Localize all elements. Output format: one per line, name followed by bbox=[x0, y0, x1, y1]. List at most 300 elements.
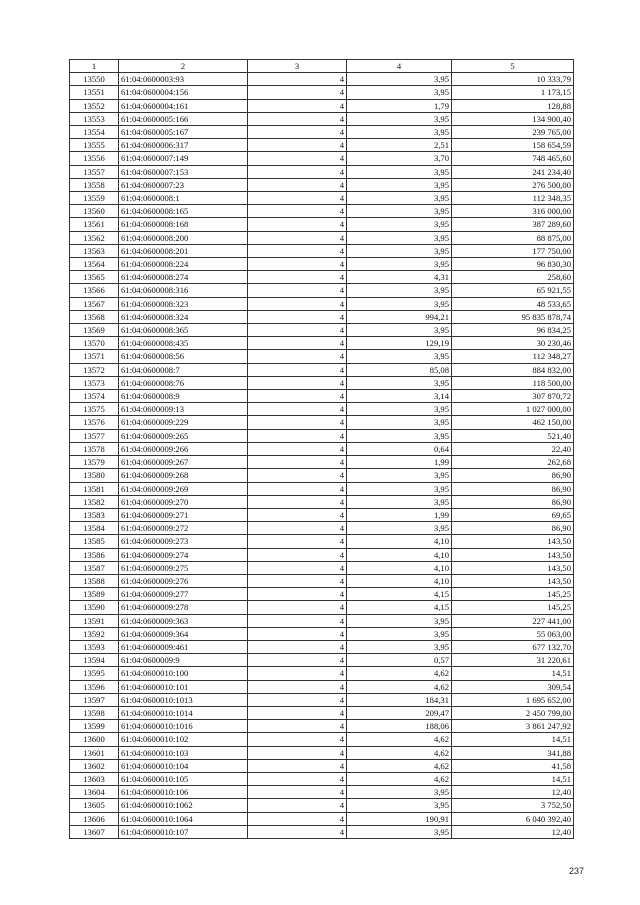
value-cell: 258,60 bbox=[452, 271, 574, 284]
row-number-cell: 13575 bbox=[70, 403, 119, 416]
value-cell: 86,90 bbox=[452, 495, 574, 508]
code-cell: 4 bbox=[248, 324, 347, 337]
row-number-cell: 13561 bbox=[70, 218, 119, 231]
value-cell: 65 921,55 bbox=[452, 284, 574, 297]
row-number-cell: 13555 bbox=[70, 139, 119, 152]
area-cell: 1,79 bbox=[347, 99, 452, 112]
row-number-cell: 13571 bbox=[70, 350, 119, 363]
value-cell: 96 834,25 bbox=[452, 324, 574, 337]
value-cell: 677 132,70 bbox=[452, 640, 574, 653]
area-cell: 3,95 bbox=[347, 522, 452, 535]
area-cell: 3,95 bbox=[347, 786, 452, 799]
row-number-cell: 13559 bbox=[70, 192, 119, 205]
cadastral-number-cell: 61:04:0600004:161 bbox=[119, 99, 248, 112]
row-number-cell: 13565 bbox=[70, 271, 119, 284]
row-number-cell: 13556 bbox=[70, 152, 119, 165]
area-cell: 3,95 bbox=[347, 482, 452, 495]
cadastral-number-cell: 61:04:0600010:105 bbox=[119, 772, 248, 785]
cadastral-number-cell: 61:04:0600010:1013 bbox=[119, 693, 248, 706]
row-number-cell: 13586 bbox=[70, 548, 119, 561]
code-cell: 4 bbox=[248, 165, 347, 178]
area-cell: 3,95 bbox=[347, 86, 452, 99]
value-cell: 55 063,00 bbox=[452, 627, 574, 640]
code-cell: 4 bbox=[248, 429, 347, 442]
table-row bbox=[70, 614, 574, 627]
row-number-cell: 13576 bbox=[70, 416, 119, 429]
row-number-cell: 13588 bbox=[70, 574, 119, 587]
row-number-cell: 13567 bbox=[70, 297, 119, 310]
table-row bbox=[70, 165, 574, 178]
area-cell: 4,15 bbox=[347, 588, 452, 601]
code-cell: 4 bbox=[248, 73, 347, 86]
code-cell: 4 bbox=[248, 416, 347, 429]
area-cell: 4,31 bbox=[347, 271, 452, 284]
row-number-cell: 13581 bbox=[70, 482, 119, 495]
row-number-cell: 13602 bbox=[70, 759, 119, 772]
code-cell: 4 bbox=[248, 284, 347, 297]
area-cell: 3,95 bbox=[347, 284, 452, 297]
value-cell: 1 695 652,00 bbox=[452, 693, 574, 706]
table-row bbox=[70, 720, 574, 733]
area-cell: 4,62 bbox=[347, 759, 452, 772]
table-row bbox=[70, 733, 574, 746]
area-cell: 184,31 bbox=[347, 693, 452, 706]
cadastral-number-cell: 61:04:0600009:276 bbox=[119, 574, 248, 587]
table-row bbox=[70, 825, 574, 838]
table-row bbox=[70, 772, 574, 785]
cadastral-number-cell: 61:04:0600009:270 bbox=[119, 495, 248, 508]
code-cell: 4 bbox=[248, 297, 347, 310]
value-cell: 143,50 bbox=[452, 574, 574, 587]
area-cell: 4,10 bbox=[347, 561, 452, 574]
row-number-cell: 13558 bbox=[70, 178, 119, 191]
value-cell: 145,25 bbox=[452, 601, 574, 614]
row-number-cell: 13563 bbox=[70, 244, 119, 257]
area-cell: 3,95 bbox=[347, 614, 452, 627]
area-cell: 190,91 bbox=[347, 812, 452, 825]
value-cell: 96 830,30 bbox=[452, 258, 574, 271]
row-number-cell: 13577 bbox=[70, 429, 119, 442]
table-row bbox=[70, 363, 574, 376]
code-cell: 4 bbox=[248, 561, 347, 574]
table-row bbox=[70, 561, 574, 574]
value-cell: 143,50 bbox=[452, 561, 574, 574]
row-number-cell: 13597 bbox=[70, 693, 119, 706]
area-cell: 4,62 bbox=[347, 746, 452, 759]
table-row bbox=[70, 310, 574, 323]
row-number-cell: 13593 bbox=[70, 640, 119, 653]
cadastral-number-cell: 61:04:0600008:224 bbox=[119, 258, 248, 271]
table-row bbox=[70, 429, 574, 442]
table-row bbox=[70, 297, 574, 310]
row-number-cell: 13552 bbox=[70, 99, 119, 112]
cadastral-number-cell: 61:04:0600008:365 bbox=[119, 324, 248, 337]
header-cell-4: 4 bbox=[347, 60, 452, 73]
area-cell: 3,14 bbox=[347, 390, 452, 403]
cadastral-number-cell: 61:04:0600008:56 bbox=[119, 350, 248, 363]
code-cell: 4 bbox=[248, 178, 347, 191]
area-cell: 3,95 bbox=[347, 205, 452, 218]
row-number-cell: 13599 bbox=[70, 720, 119, 733]
code-cell: 4 bbox=[248, 337, 347, 350]
code-cell: 4 bbox=[248, 258, 347, 271]
table-row bbox=[70, 152, 574, 165]
page-number: 237 bbox=[568, 866, 584, 876]
table-row bbox=[70, 403, 574, 416]
area-cell: 129,19 bbox=[347, 337, 452, 350]
value-cell: 134 900,40 bbox=[452, 112, 574, 125]
area-cell: 994,21 bbox=[347, 310, 452, 323]
value-cell: 276 500,00 bbox=[452, 178, 574, 191]
code-cell: 4 bbox=[248, 350, 347, 363]
table-row bbox=[70, 667, 574, 680]
code-cell: 4 bbox=[248, 442, 347, 455]
cadastral-number-cell: 61:04:0600010:1064 bbox=[119, 812, 248, 825]
area-cell: 3,95 bbox=[347, 495, 452, 508]
code-cell: 4 bbox=[248, 786, 347, 799]
area-cell: 3,95 bbox=[347, 258, 452, 271]
cadastral-number-cell: 61:04:0600008:168 bbox=[119, 218, 248, 231]
row-number-cell: 13580 bbox=[70, 469, 119, 482]
table-row bbox=[70, 508, 574, 521]
value-cell: 95 835 878,74 bbox=[452, 310, 574, 323]
table-row bbox=[70, 627, 574, 640]
code-cell: 4 bbox=[248, 706, 347, 719]
value-cell: 143,50 bbox=[452, 548, 574, 561]
code-cell: 4 bbox=[248, 535, 347, 548]
code-cell: 4 bbox=[248, 746, 347, 759]
cadastral-number-cell: 61:04:0600008:323 bbox=[119, 297, 248, 310]
value-cell: 30 230,46 bbox=[452, 337, 574, 350]
code-cell: 4 bbox=[248, 614, 347, 627]
header-cell-3: 3 bbox=[248, 60, 347, 73]
row-number-cell: 13600 bbox=[70, 733, 119, 746]
row-number-cell: 13601 bbox=[70, 746, 119, 759]
cadastral-number-cell: 61:04:0600009:269 bbox=[119, 482, 248, 495]
cadastral-number-cell: 61:04:0600008:435 bbox=[119, 337, 248, 350]
code-cell: 4 bbox=[248, 495, 347, 508]
cadastral-number-cell: 61:04:0600010:1014 bbox=[119, 706, 248, 719]
table-row bbox=[70, 86, 574, 99]
value-cell: 88 875,00 bbox=[452, 231, 574, 244]
table-row bbox=[70, 390, 574, 403]
table-row bbox=[70, 284, 574, 297]
header-cell-1: 1 bbox=[70, 60, 119, 73]
table-row bbox=[70, 192, 574, 205]
row-number-cell: 13607 bbox=[70, 825, 119, 838]
code-cell: 4 bbox=[248, 825, 347, 838]
row-number-cell: 13585 bbox=[70, 535, 119, 548]
cadastral-number-cell: 61:04:0600010:1016 bbox=[119, 720, 248, 733]
value-cell: 86,90 bbox=[452, 469, 574, 482]
value-cell: 14,51 bbox=[452, 667, 574, 680]
cadastral-number-cell: 61:04:0600010:101 bbox=[119, 680, 248, 693]
code-cell: 4 bbox=[248, 244, 347, 257]
value-cell: 177 750,00 bbox=[452, 244, 574, 257]
table-row bbox=[70, 456, 574, 469]
area-cell: 3,95 bbox=[347, 350, 452, 363]
row-number-cell: 13594 bbox=[70, 654, 119, 667]
row-number-cell: 13591 bbox=[70, 614, 119, 627]
cadastral-number-cell: 61:04:0600010:1062 bbox=[119, 799, 248, 812]
cadastral-number-cell: 61:04:0600008:274 bbox=[119, 271, 248, 284]
area-cell: 3,95 bbox=[347, 324, 452, 337]
value-cell: 22,40 bbox=[452, 442, 574, 455]
table-row bbox=[70, 99, 574, 112]
value-cell: 748 465,60 bbox=[452, 152, 574, 165]
code-cell: 4 bbox=[248, 508, 347, 521]
area-cell: 3,95 bbox=[347, 640, 452, 653]
row-number-cell: 13589 bbox=[70, 588, 119, 601]
row-number-cell: 13562 bbox=[70, 231, 119, 244]
value-cell: 12,40 bbox=[452, 786, 574, 799]
row-number-cell: 13590 bbox=[70, 601, 119, 614]
value-cell: 2 450 799,00 bbox=[452, 706, 574, 719]
row-number-cell: 13582 bbox=[70, 495, 119, 508]
registry-table bbox=[69, 59, 574, 839]
table-row bbox=[70, 522, 574, 535]
area-cell: 3,95 bbox=[347, 178, 452, 191]
cadastral-number-cell: 61:04:0600007:23 bbox=[119, 178, 248, 191]
row-number-cell: 13596 bbox=[70, 680, 119, 693]
code-cell: 4 bbox=[248, 759, 347, 772]
cadastral-number-cell: 61:04:0600009:13 bbox=[119, 403, 248, 416]
value-cell: 341,88 bbox=[452, 746, 574, 759]
area-cell: 3,95 bbox=[347, 218, 452, 231]
header-cell-2: 2 bbox=[119, 60, 248, 73]
code-cell: 4 bbox=[248, 139, 347, 152]
table-row bbox=[70, 324, 574, 337]
cadastral-number-cell: 61:04:0600009:278 bbox=[119, 601, 248, 614]
cadastral-number-cell: 61:04:0600008:200 bbox=[119, 231, 248, 244]
code-cell: 4 bbox=[248, 574, 347, 587]
code-cell: 4 bbox=[248, 456, 347, 469]
table-row bbox=[70, 244, 574, 257]
area-cell: 3,95 bbox=[347, 192, 452, 205]
cadastral-number-cell: 61:04:0600010:106 bbox=[119, 786, 248, 799]
code-cell: 4 bbox=[248, 469, 347, 482]
table-row bbox=[70, 588, 574, 601]
table-row bbox=[70, 271, 574, 284]
value-cell: 14,51 bbox=[452, 772, 574, 785]
cadastral-number-cell: 61:04:0600009:461 bbox=[119, 640, 248, 653]
value-cell: 112 348,35 bbox=[452, 192, 574, 205]
cadastral-number-cell: 61:04:0600009:277 bbox=[119, 588, 248, 601]
area-cell: 209,47 bbox=[347, 706, 452, 719]
area-cell: 188,06 bbox=[347, 720, 452, 733]
table-row bbox=[70, 337, 574, 350]
code-cell: 4 bbox=[248, 482, 347, 495]
value-cell: 86,90 bbox=[452, 482, 574, 495]
area-cell: 3,95 bbox=[347, 244, 452, 257]
table-row bbox=[70, 469, 574, 482]
area-cell: 4,10 bbox=[347, 574, 452, 587]
table-row bbox=[70, 416, 574, 429]
area-cell: 0,57 bbox=[347, 654, 452, 667]
row-number-cell: 13605 bbox=[70, 799, 119, 812]
area-cell: 3,95 bbox=[347, 126, 452, 139]
table-row bbox=[70, 759, 574, 772]
area-cell: 3,95 bbox=[347, 825, 452, 838]
area-cell: 1,99 bbox=[347, 508, 452, 521]
cadastral-number-cell: 61:04:0600009:274 bbox=[119, 548, 248, 561]
code-cell: 4 bbox=[248, 799, 347, 812]
value-cell: 884 832,00 bbox=[452, 363, 574, 376]
area-cell: 3,95 bbox=[347, 469, 452, 482]
area-cell: 3,95 bbox=[347, 73, 452, 86]
area-cell: 3,95 bbox=[347, 627, 452, 640]
table-row bbox=[70, 812, 574, 825]
cadastral-number-cell: 61:04:0600008:9 bbox=[119, 390, 248, 403]
cadastral-number-cell: 61:04:0600009:266 bbox=[119, 442, 248, 455]
table-row bbox=[70, 786, 574, 799]
table-row bbox=[70, 654, 574, 667]
cadastral-number-cell: 61:04:0600008:165 bbox=[119, 205, 248, 218]
area-cell: 4,10 bbox=[347, 548, 452, 561]
table-row bbox=[70, 231, 574, 244]
value-cell: 145,25 bbox=[452, 588, 574, 601]
value-cell: 10 333,79 bbox=[452, 73, 574, 86]
value-cell: 128,88 bbox=[452, 99, 574, 112]
cadastral-number-cell: 61:04:0600010:102 bbox=[119, 733, 248, 746]
cadastral-number-cell: 61:04:0600005:167 bbox=[119, 126, 248, 139]
value-cell: 31 220,61 bbox=[452, 654, 574, 667]
area-cell: 4,62 bbox=[347, 733, 452, 746]
area-cell: 3,95 bbox=[347, 231, 452, 244]
row-number-cell: 13604 bbox=[70, 786, 119, 799]
table-row bbox=[70, 601, 574, 614]
area-cell: 3,95 bbox=[347, 799, 452, 812]
cadastral-number-cell: 61:04:0600008:316 bbox=[119, 284, 248, 297]
value-cell: 69,65 bbox=[452, 508, 574, 521]
cadastral-number-cell: 61:04:0600010:100 bbox=[119, 667, 248, 680]
table-header-row bbox=[70, 60, 574, 73]
value-cell: 239 765,00 bbox=[452, 126, 574, 139]
cadastral-number-cell: 61:04:0600005:166 bbox=[119, 112, 248, 125]
area-cell: 3,95 bbox=[347, 112, 452, 125]
cadastral-number-cell: 61:04:0600009:229 bbox=[119, 416, 248, 429]
area-cell: 1,99 bbox=[347, 456, 452, 469]
area-cell: 4,62 bbox=[347, 680, 452, 693]
value-cell: 387 289,60 bbox=[452, 218, 574, 231]
cadastral-number-cell: 61:04:0600009:272 bbox=[119, 522, 248, 535]
table-row bbox=[70, 258, 574, 271]
code-cell: 4 bbox=[248, 218, 347, 231]
row-number-cell: 13551 bbox=[70, 86, 119, 99]
cadastral-number-cell: 61:04:0600003:93 bbox=[119, 73, 248, 86]
cadastral-number-cell: 61:04:0600009:363 bbox=[119, 614, 248, 627]
code-cell: 4 bbox=[248, 640, 347, 653]
code-cell: 4 bbox=[248, 152, 347, 165]
code-cell: 4 bbox=[248, 231, 347, 244]
row-number-cell: 13583 bbox=[70, 508, 119, 521]
cadastral-number-cell: 61:04:0600008:76 bbox=[119, 376, 248, 389]
table-row bbox=[70, 799, 574, 812]
row-number-cell: 13587 bbox=[70, 561, 119, 574]
table-row bbox=[70, 680, 574, 693]
code-cell: 4 bbox=[248, 112, 347, 125]
cadastral-number-cell: 61:04:0600008:324 bbox=[119, 310, 248, 323]
value-cell: 262,68 bbox=[452, 456, 574, 469]
table-row bbox=[70, 482, 574, 495]
table-row bbox=[70, 126, 574, 139]
code-cell: 4 bbox=[248, 522, 347, 535]
code-cell: 4 bbox=[248, 588, 347, 601]
area-cell: 4,62 bbox=[347, 772, 452, 785]
value-cell: 227 441,00 bbox=[452, 614, 574, 627]
code-cell: 4 bbox=[248, 654, 347, 667]
area-cell: 3,95 bbox=[347, 416, 452, 429]
code-cell: 4 bbox=[248, 680, 347, 693]
value-cell: 241 234,40 bbox=[452, 165, 574, 178]
code-cell: 4 bbox=[248, 192, 347, 205]
cadastral-number-cell: 61:04:0600009:9 bbox=[119, 654, 248, 667]
table-row bbox=[70, 640, 574, 653]
cadastral-number-cell: 61:04:0600008:1 bbox=[119, 192, 248, 205]
row-number-cell: 13560 bbox=[70, 205, 119, 218]
code-cell: 4 bbox=[248, 812, 347, 825]
cadastral-number-cell: 61:04:0600009:267 bbox=[119, 456, 248, 469]
row-number-cell: 13557 bbox=[70, 165, 119, 178]
code-cell: 4 bbox=[248, 693, 347, 706]
row-number-cell: 13579 bbox=[70, 456, 119, 469]
row-number-cell: 13568 bbox=[70, 310, 119, 323]
row-number-cell: 13569 bbox=[70, 324, 119, 337]
value-cell: 86,90 bbox=[452, 522, 574, 535]
code-cell: 4 bbox=[248, 403, 347, 416]
code-cell: 4 bbox=[248, 772, 347, 785]
value-cell: 48 533,65 bbox=[452, 297, 574, 310]
value-cell: 309,54 bbox=[452, 680, 574, 693]
row-number-cell: 13598 bbox=[70, 706, 119, 719]
value-cell: 307 870,72 bbox=[452, 390, 574, 403]
code-cell: 4 bbox=[248, 205, 347, 218]
row-number-cell: 13570 bbox=[70, 337, 119, 350]
table-row bbox=[70, 706, 574, 719]
row-number-cell: 13603 bbox=[70, 772, 119, 785]
area-cell: 85,08 bbox=[347, 363, 452, 376]
cadastral-number-cell: 61:04:0600009:275 bbox=[119, 561, 248, 574]
row-number-cell: 13554 bbox=[70, 126, 119, 139]
cadastral-number-cell: 61:04:0600009:268 bbox=[119, 469, 248, 482]
area-cell: 3,70 bbox=[347, 152, 452, 165]
table-row bbox=[70, 205, 574, 218]
value-cell: 3 861 247,92 bbox=[452, 720, 574, 733]
code-cell: 4 bbox=[248, 548, 347, 561]
code-cell: 4 bbox=[248, 310, 347, 323]
value-cell: 316 000,00 bbox=[452, 205, 574, 218]
cadastral-number-cell: 61:04:0600009:265 bbox=[119, 429, 248, 442]
row-number-cell: 13566 bbox=[70, 284, 119, 297]
area-cell: 3,95 bbox=[347, 403, 452, 416]
cadastral-number-cell: 61:04:0600008:201 bbox=[119, 244, 248, 257]
table-row bbox=[70, 693, 574, 706]
value-cell: 158 654,59 bbox=[452, 139, 574, 152]
area-cell: 3,95 bbox=[347, 165, 452, 178]
cadastral-number-cell: 61:04:0600009:271 bbox=[119, 508, 248, 521]
value-cell: 143,50 bbox=[452, 535, 574, 548]
row-number-cell: 13573 bbox=[70, 376, 119, 389]
code-cell: 4 bbox=[248, 720, 347, 733]
cadastral-number-cell: 61:04:0600007:149 bbox=[119, 152, 248, 165]
row-number-cell: 13606 bbox=[70, 812, 119, 825]
header-cell-5: 5 bbox=[452, 60, 574, 73]
row-number-cell: 13553 bbox=[70, 112, 119, 125]
table-row bbox=[70, 376, 574, 389]
table-row bbox=[70, 73, 574, 86]
code-cell: 4 bbox=[248, 376, 347, 389]
value-cell: 112 348,27 bbox=[452, 350, 574, 363]
